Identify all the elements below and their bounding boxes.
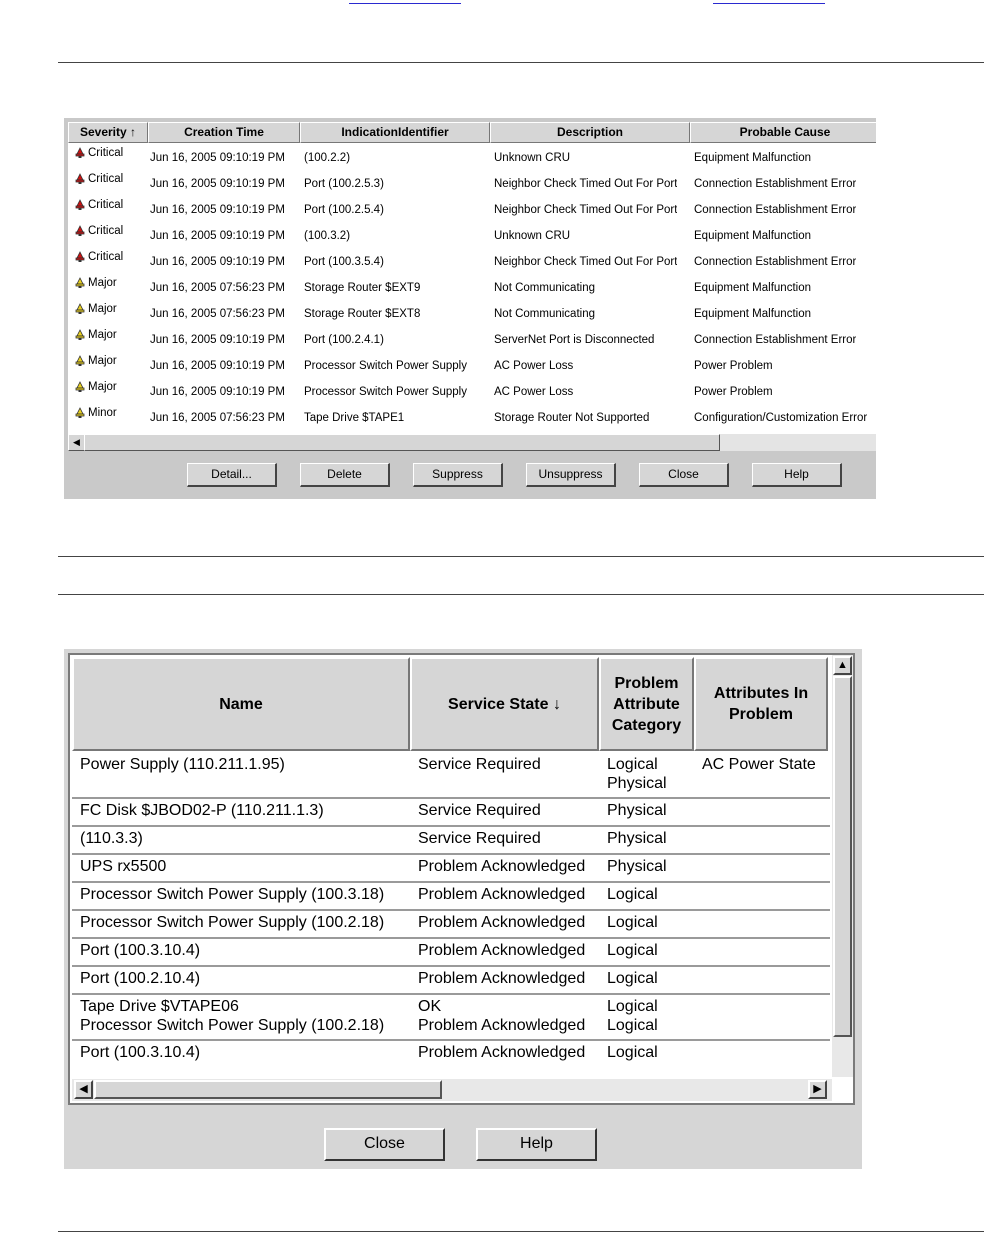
category-line: Logical [607,756,658,773]
horizontal-scrollbar-2[interactable] [72,1079,832,1101]
doc-link-2[interactable] [713,0,825,4]
category-cell [607,801,667,820]
category-line: Logical [607,914,658,931]
category-cell [607,885,658,904]
row-divider [72,993,830,995]
name-line-2: Processor Switch Power Supply (100.2.18) [80,1017,385,1034]
indications-dialog [64,118,876,499]
state-cell [418,857,585,876]
state-line: OK [418,998,442,1015]
category-cell [607,941,658,960]
close-button[interactable]: Close [639,463,729,487]
table-row[interactable] [68,249,876,275]
name-line: Port (100.3.10.4) [80,942,201,959]
name-cell [80,857,166,876]
vertical-scrollbar[interactable] [832,655,853,1077]
close-button-2[interactable]: Close [324,1128,445,1161]
row-divider [72,881,830,883]
severity-cell [74,400,117,426]
name-line: Processor Switch Power Supply (100.2.18) [80,914,385,931]
state-cell [418,969,585,988]
indications-table [68,122,876,434]
category-cell [607,755,667,793]
table-row[interactable] [68,197,876,223]
time-cell: Jun 16, 2005 09:10:19 PM [150,204,285,216]
table-row[interactable] [68,171,876,197]
name-cell [80,913,384,932]
category-cell [607,913,658,932]
severity-label: Major [88,277,117,289]
severity-cell [74,218,123,244]
help-button[interactable]: Help [752,463,842,487]
severity-cell [74,322,117,348]
table-row[interactable] [68,301,876,327]
column-header-attributes-in-problem[interactable]: Attributes In Problem [694,657,828,751]
category-line: Physical [607,830,667,847]
help-button-2[interactable]: Help [476,1128,597,1161]
state-cell [418,885,585,904]
id-cell: Port (100.2.5.3) [304,178,384,190]
cause-cell: Power Problem [694,386,773,398]
cause-cell: Connection Establishment Error [694,334,857,346]
bell-icon [74,355,86,367]
severity-cell [74,244,123,270]
scrollbar-thumb[interactable] [84,434,720,451]
time-cell: Jun 16, 2005 09:10:19 PM [150,386,285,398]
row-divider [72,937,830,939]
cause-cell: Configuration/Customization Error [694,412,868,424]
severity-cell [74,140,123,166]
suppress-button[interactable]: Suppress [413,463,503,487]
name-cell [80,801,324,820]
name-cell [80,969,200,988]
cause-cell: Equipment Malfunction [694,282,811,294]
desc-cell: Storage Router Not Supported [494,412,650,424]
time-cell: Jun 16, 2005 09:10:19 PM [150,334,285,346]
name-cell [80,941,200,960]
state-line: Problem Acknowledged [418,886,586,903]
cause-cell: Equipment Malfunction [694,152,811,164]
divider-1 [58,62,984,63]
time-cell: Jun 16, 2005 09:10:19 PM [150,360,285,372]
severity-label: Minor [88,407,117,419]
state-line: Service Required [418,802,541,819]
cause-cell: Equipment Malfunction [694,308,811,320]
state-cell [418,941,585,960]
id-cell: Port (100.2.4.1) [304,334,384,346]
name-line: Tape Drive $VTAPE06 [80,998,239,1015]
id-cell: Processor Switch Power Supply [304,360,467,372]
category-line-2: Logical [607,1017,658,1034]
severity-cell [74,166,123,192]
column-header-description[interactable]: Description [490,122,690,143]
scroll-left-arrow-icon-2[interactable]: ◀ [74,1080,93,1099]
category-line: Logical [607,998,658,1015]
cause-cell: Connection Establishment Error [694,178,857,190]
severity-label: Major [88,355,117,367]
scroll-right-arrow-icon[interactable]: ▶ [808,1080,827,1099]
table-row[interactable] [68,405,876,431]
category-line: Physical [607,858,667,875]
name-line: (110.3.3) [80,830,143,847]
bell-icon [74,407,86,419]
id-cell: Port (100.2.5.4) [304,204,384,216]
bell-icon [74,277,86,289]
state-cell [418,829,541,848]
horizontal-scrollbar[interactable] [68,434,876,451]
row-divider [72,1039,830,1041]
id-cell: Storage Router $EXT9 [304,282,421,294]
severity-cell [74,296,117,322]
severity-label: Major [88,329,117,341]
id-cell: Port (100.3.5.4) [304,256,384,268]
time-cell: Jun 16, 2005 07:56:23 PM [150,412,285,424]
row-divider [72,797,830,799]
id-cell: Storage Router $EXT8 [304,308,421,320]
severity-cell [74,348,117,374]
table-header [68,122,876,143]
row-divider [72,965,830,967]
state-cell [418,801,541,820]
table-row[interactable] [68,145,876,171]
name-line: FC Disk $JBOD02-P (110.211.1.3) [80,802,324,819]
id-cell: Processor Switch Power Supply [304,386,467,398]
name-cell [80,1043,200,1062]
category-cell [607,857,667,876]
desc-cell: Neighbor Check Timed Out For Port [494,204,678,216]
time-cell: Jun 16, 2005 09:10:19 PM [150,230,285,242]
problems-table [68,653,855,1105]
table-row[interactable] [68,275,876,301]
category-line-2: Physical [607,775,667,792]
bell-icon [74,381,86,393]
time-cell: Jun 16, 2005 07:56:23 PM [150,308,285,320]
unsuppress-button[interactable]: Unsuppress [526,463,616,487]
divider-4 [58,1231,984,1232]
divider-3 [58,594,984,595]
column-header-indication-identifier[interactable]: IndicationIdentifier [300,122,490,143]
state-cell [418,997,585,1035]
delete-button[interactable]: Delete [300,463,390,487]
time-cell: Jun 16, 2005 09:10:19 PM [150,178,285,190]
category-cell [607,1043,658,1062]
state-line: Problem Acknowledged [418,858,586,875]
column-header-problem-attribute-category[interactable]: Problem Attribute Category [599,657,694,751]
severity-label: Critical [88,199,124,211]
scroll-up-arrow-icon[interactable]: ▲ [833,656,852,675]
bell-icon [74,147,86,159]
state-line: Service Required [418,830,541,847]
attrs-line: AC Power State [702,756,816,773]
severity-cell [74,192,123,218]
state-line: Service Required [418,756,541,773]
severity-label: Critical [88,251,124,263]
desc-cell: Neighbor Check Timed Out For Port [494,178,678,190]
table-row[interactable] [68,223,876,249]
state-cell [418,1043,585,1062]
id-cell: Tape Drive $TAPE1 [304,412,405,424]
category-cell [607,829,667,848]
table-row[interactable] [68,327,876,353]
name-line: Power Supply (110.211.1.95) [80,756,285,773]
row-divider [72,909,830,911]
bell-icon [74,199,86,211]
name-line: Port (100.3.10.4) [80,1044,201,1061]
desc-cell: Not Communicating [494,282,595,294]
category-line: Logical [607,1044,658,1061]
divider-2 [58,556,984,557]
scroll-left-arrow-icon[interactable]: ◀ [68,434,85,451]
severity-label: Major [88,303,117,315]
row-divider [72,825,830,827]
column-header-service-state[interactable]: Service State ↓ [410,657,599,751]
severity-label: Critical [88,173,124,185]
bell-icon [74,225,86,237]
desc-cell: AC Power Loss [494,360,574,372]
id-cell: (100.3.2) [304,230,351,242]
doc-link-1[interactable] [349,0,461,4]
bell-icon [74,329,86,341]
desc-cell: AC Power Loss [494,386,574,398]
row-divider [72,853,830,855]
time-cell: Jun 16, 2005 07:56:23 PM [150,282,285,294]
severity-label: Critical [88,147,124,159]
severity-cell [74,270,117,296]
state-line: Problem Acknowledged [418,942,586,959]
name-cell [80,829,143,848]
desc-cell: ServerNet Port is Disconnected [494,334,655,346]
category-cell [607,997,658,1035]
problems-dialog [64,649,862,1169]
time-cell: Jun 16, 2005 09:10:19 PM [150,256,285,268]
name-cell [80,885,384,904]
bell-icon [74,303,86,315]
category-line: Logical [607,942,658,959]
severity-cell [74,374,117,400]
time-cell: Jun 16, 2005 09:10:19 PM [150,152,285,164]
column-header-name[interactable]: Name [72,657,410,751]
name-cell [80,755,285,774]
state-cell [418,755,541,774]
desc-cell: Unknown CRU [494,152,571,164]
cause-cell: Connection Establishment Error [694,256,857,268]
category-line: Physical [607,802,667,819]
vertical-scrollbar-thumb[interactable] [833,676,852,1037]
state-line: Problem Acknowledged [418,1044,586,1061]
horizontal-scrollbar-thumb-2[interactable] [94,1080,442,1099]
category-cell [607,969,658,988]
cause-cell: Equipment Malfunction [694,230,811,242]
table-row[interactable] [68,379,876,405]
table-row[interactable] [68,353,876,379]
desc-cell: Not Communicating [494,308,595,320]
name-cell [80,997,384,1035]
severity-label: Major [88,381,117,393]
desc-cell: Unknown CRU [494,230,571,242]
state-line: Problem Acknowledged [418,970,586,987]
state-line-2: Problem Acknowledged [418,1017,586,1034]
name-line: UPS rx5500 [80,858,167,875]
id-cell: (100.2.2) [304,152,351,164]
bell-icon [74,173,86,185]
desc-cell: Neighbor Check Timed Out For Port [494,256,678,268]
detail-button[interactable]: Detail... [187,463,277,487]
name-line: Processor Switch Power Supply (100.3.18) [80,886,385,903]
column-header-severity[interactable]: Severity ↑ [68,122,148,143]
name-line: Port (100.2.10.4) [80,970,201,987]
state-cell [418,913,585,932]
severity-label: Critical [88,225,124,237]
column-header-creation-time[interactable]: Creation Time [148,122,300,143]
cause-cell: Power Problem [694,360,773,372]
attrs-cell [702,755,816,774]
category-line: Logical [607,970,658,987]
bell-icon [74,251,86,263]
column-header-probable-cause[interactable]: Probable Cause [690,122,876,143]
state-line: Problem Acknowledged [418,914,586,931]
category-line: Logical [607,886,658,903]
cause-cell: Connection Establishment Error [694,204,857,216]
